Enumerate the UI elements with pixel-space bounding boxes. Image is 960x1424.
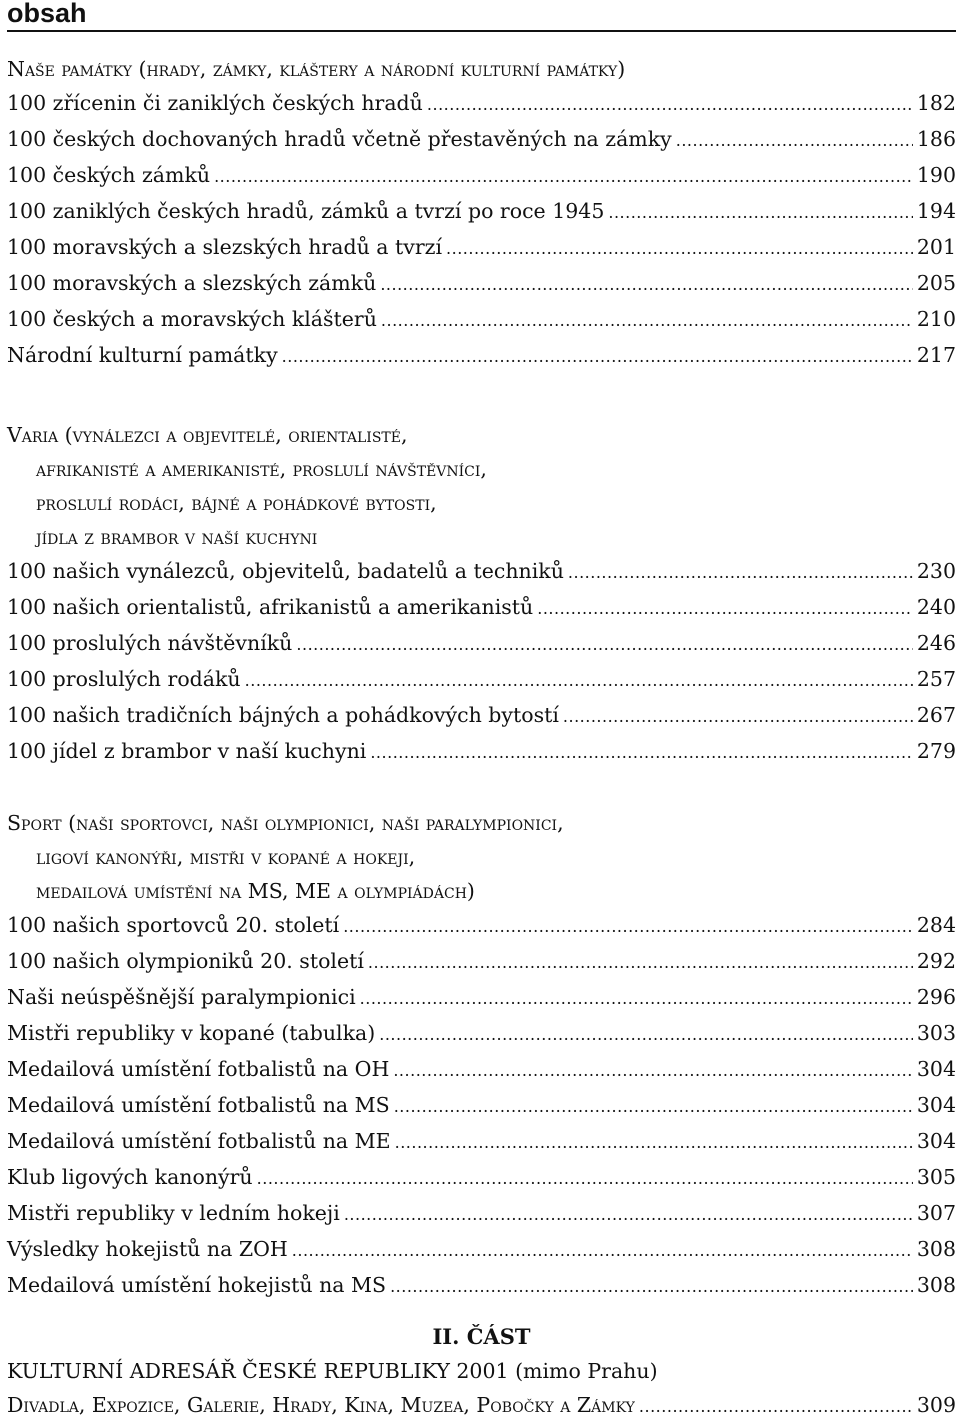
section-heading-line: medailová umístění na MS, ME a olympiádách) [36, 879, 475, 903]
toc-entry-title: 100 zřícenin či zaniklých českých hradů [7, 91, 423, 115]
dot-leader [537, 592, 913, 626]
dot-leader [394, 1090, 913, 1124]
dot-leader [344, 1198, 913, 1232]
toc-entry-page: 230 [916, 559, 956, 583]
dot-leader [639, 1390, 913, 1424]
dot-leader [296, 628, 912, 662]
toc-entry-page: 186 [916, 127, 956, 151]
section-heading-line: jídla z brambor v naší kuchyni [36, 525, 318, 549]
dot-leader [563, 700, 913, 734]
toc-entry-title: 100 českých zámků [7, 163, 211, 187]
dot-leader [676, 124, 913, 158]
toc-entry-title: Klub ligových kanonýrů [7, 1165, 253, 1189]
toc-entry-page: 190 [916, 163, 956, 187]
dot-leader [257, 1162, 913, 1196]
toc-entry-title: 100 proslulých rodáků [7, 667, 241, 691]
dot-leader [380, 268, 913, 302]
toc-entry[interactable] [7, 1052, 956, 1088]
toc-entry-title: Medailová umístění fotbalistů na OH [7, 1057, 390, 1081]
toc-entry-page: 308 [916, 1237, 956, 1261]
toc-entry[interactable] [7, 1088, 956, 1124]
toc-entry-page: 307 [916, 1201, 956, 1225]
toc-entry-title: Národní kulturní památky [7, 343, 278, 367]
toc-entry-title: Výsledky hokejistů na ZOH [7, 1237, 288, 1261]
dot-leader [427, 88, 913, 122]
part-subtitle [7, 1354, 956, 1388]
toc-entry-title: 100 našich vynálezců, objevitelů, badatelů a techniků [7, 559, 564, 583]
toc-entry-page: 304 [916, 1057, 956, 1081]
dot-leader [343, 910, 913, 944]
dot-leader [608, 196, 912, 230]
section-heading-line: ligoví kanonýři, mistři v kopané a hokeji, [36, 845, 416, 869]
toc-entry-title: 100 proslulých návštěvníků [7, 631, 293, 655]
dot-leader [393, 1054, 913, 1088]
toc-entry[interactable] [7, 908, 956, 944]
toc-entry[interactable] [7, 590, 956, 626]
toc-entry[interactable] [7, 1388, 956, 1424]
toc-entry-title: 100 zaniklých českých hradů, zámků a tvrzí po roce 1945 [7, 199, 605, 223]
toc-entry-page: 182 [916, 91, 956, 115]
toc-entry-page: 205 [916, 271, 956, 295]
toc-entry-title: 100 našich sportovců 20. století [7, 913, 340, 937]
toc-entry-title: Mistři republiky v ledním hokeji [7, 1201, 340, 1225]
toc-entry[interactable] [7, 1016, 956, 1052]
section-heading-sport [7, 806, 956, 908]
section-heading-line: Varia (vynálezci a objevitelé, orientalisté, [7, 423, 408, 447]
dot-leader [245, 664, 913, 698]
toc-entry-page: 296 [916, 985, 956, 1009]
toc-entry[interactable] [7, 230, 956, 266]
dot-leader [292, 1234, 913, 1268]
toc-entry-title: 100 našich orientalistů, afrikanistů a amerikanistů [7, 595, 534, 619]
toc-entry[interactable] [7, 1196, 956, 1232]
toc-entry[interactable] [7, 944, 956, 980]
toc-entry[interactable] [7, 698, 956, 734]
toc-entry-page: 279 [916, 739, 956, 763]
toc-entry-title: 100 českých a moravských klášterů [7, 307, 377, 331]
toc-entry[interactable] [7, 554, 956, 590]
toc-entry[interactable] [7, 86, 956, 122]
toc-entry-title: Medailová umístění fotbalistů na ME [7, 1129, 391, 1153]
toc-entry-page: 210 [916, 307, 956, 331]
toc-entry-page: 304 [916, 1093, 956, 1117]
dot-leader [568, 556, 913, 590]
toc-entry-title: Naši neúspěšnější paralympionici [7, 985, 356, 1009]
toc-entry-page: 304 [916, 1129, 956, 1153]
toc-entry-page: 303 [916, 1021, 956, 1045]
toc-entry[interactable] [7, 662, 956, 698]
dot-leader [381, 304, 913, 338]
toc-entry-page: 217 [916, 343, 956, 367]
part-subtitle-note: (mimo Prahu) [508, 1359, 658, 1383]
table-of-contents [7, 52, 956, 1424]
toc-entry[interactable] [7, 302, 956, 338]
toc-entry[interactable] [7, 338, 956, 374]
dot-leader [214, 160, 913, 194]
dot-leader [282, 340, 913, 374]
page-title: obsah [7, 0, 87, 28]
toc-entry-page: 308 [916, 1273, 956, 1297]
section-heading-pamatky [7, 52, 956, 86]
toc-entry-title: 100 našich olympioniků 20. století [7, 949, 364, 973]
toc-entry-title: 100 českých dochovaných hradů včetně přestavěných na zámky [7, 127, 672, 151]
dot-leader [368, 946, 913, 980]
toc-entry-page: 292 [916, 949, 956, 973]
toc-entry-page: 240 [916, 595, 956, 619]
toc-entry[interactable] [7, 734, 956, 770]
toc-entry-title: 100 moravských a slezských hradů a tvrzí [7, 235, 443, 259]
toc-entry-title: Divadla, Expozice, Galerie, Hrady, Kina, Muzea, Pobočky a Zámky [7, 1393, 635, 1417]
section-spacer [7, 374, 956, 418]
toc-entry-title: 100 jídel z brambor v naší kuchyni [7, 739, 367, 763]
dot-leader [370, 736, 913, 770]
toc-entry-page: 284 [916, 913, 956, 937]
toc-entry[interactable] [7, 1268, 956, 1304]
part-subtitle-main: KULTURNÍ ADRESÁŘ ČESKÉ REPUBLIKY 2001 [7, 1359, 509, 1383]
toc-entry-page: 246 [916, 631, 956, 655]
dot-leader [395, 1126, 913, 1160]
section-heading-line: proslulí rodáci, bájné a pohádkové bytosti, [36, 491, 437, 515]
toc-entry-page: 267 [916, 703, 956, 727]
dot-leader [360, 982, 913, 1016]
toc-entry-title: Mistři republiky v kopané (tabulka) [7, 1021, 376, 1045]
toc-entry-page: 309 [916, 1393, 956, 1417]
header-divider [7, 30, 956, 32]
toc-entry[interactable] [7, 158, 956, 194]
toc-entry[interactable] [7, 626, 956, 662]
toc-entry-page: 305 [916, 1165, 956, 1189]
toc-entry-page: 257 [916, 667, 956, 691]
section-spacer [7, 770, 956, 806]
dot-leader [446, 232, 913, 266]
toc-entry[interactable] [7, 1232, 956, 1268]
toc-entry[interactable] [7, 1124, 956, 1160]
toc-entry-page: 194 [916, 199, 956, 223]
toc-entry-page: 201 [916, 235, 956, 259]
toc-entry-title: 100 moravských a slezských zámků [7, 271, 377, 295]
toc-entry[interactable] [7, 194, 956, 230]
toc-entry[interactable] [7, 980, 956, 1016]
toc-entry[interactable] [7, 266, 956, 302]
section-heading-line: Sport (naši sportovci, naši olympionici, naši paralympionici, [7, 811, 564, 835]
part-title: II. ČÁST [432, 1324, 531, 1349]
toc-entry-title: 100 našich tradičních bájných a pohádkových bytostí [7, 703, 559, 727]
dot-leader [379, 1018, 913, 1052]
toc-entry[interactable] [7, 1160, 956, 1196]
dot-leader [390, 1270, 913, 1304]
section-heading-line: Naše památky (hrady, zámky, kláštery a národní kulturní památky) [7, 57, 626, 81]
section-heading-line: afrikanisté a amerikanisté, proslulí návštěvníci, [36, 457, 487, 481]
toc-entry[interactable] [7, 122, 956, 158]
section-heading-varia [7, 418, 956, 554]
toc-entry-title: Medailová umístění fotbalistů na MS [7, 1093, 390, 1117]
toc-entry-title: Medailová umístění hokejistů na MS [7, 1273, 387, 1297]
